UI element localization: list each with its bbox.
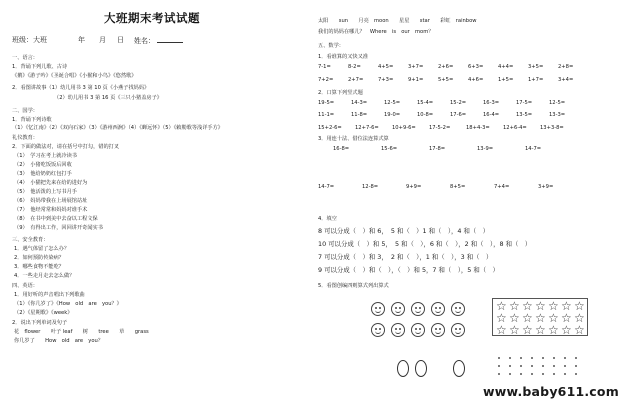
month-label: 月 [99,36,106,44]
math-cell: 5+5= [438,77,454,83]
star-icon: ☆ [548,299,559,313]
math-cell: 3+7= [408,64,424,70]
dot-icon [564,365,566,367]
star-icon: ☆ [522,323,533,337]
left-line: （4） 小猫把先来在给的进好为 [14,180,88,186]
left-line: 1．背诵下列诗歌 [12,117,52,123]
lower-dots-box [492,352,588,382]
left-line: （9） 有得出工作，回回讲开奇闻实书 [14,225,103,231]
left-line: 礼仪教育： [12,135,38,141]
math-cell: 12-5= [384,100,401,106]
star-icon: ☆ [548,311,559,325]
math-cell: 2+8= [558,64,574,70]
right-page [305,0,619,411]
math-cell: 1+7= [528,77,544,83]
section3-label: 3．用连十法、借位法连算式算 [318,136,389,142]
star-icon: ☆ [509,323,520,337]
left-line: 一、语言： [12,55,38,61]
math-cell: 3+5= [528,64,544,70]
section2-label: 2．口算下列竖式题 [318,90,363,96]
math-cell: 17-6= [450,112,467,118]
smiley-face-icon [371,302,385,316]
math-cell: 10+9-6= [392,125,416,131]
smiley-face-icon [411,323,425,337]
math-cell: 7+2= [318,77,334,83]
left-line: 二、国学： [12,108,38,114]
left-line: （6） 妈妈带我在上场展馆站址 [14,198,88,204]
star-icon: ☆ [509,311,520,325]
left-line: （1） 学习在考上就冷读书 [14,153,77,159]
dot-icon [575,365,577,367]
math-cell: 9+9= [406,184,422,190]
oval-shape-icon [453,360,465,377]
right-top-line: 太阳 sun 月亮 moon 星星 star 彩虹 rainbow [318,18,477,24]
smiley-face-icon [391,302,405,316]
star-icon: ☆ [548,323,559,337]
math-cell: 7+3= [378,77,394,83]
math-cell: 14-3= [351,100,368,106]
left-line: （1）《忆江南》（2）《双向石家》（3）《游州西涧》（4）《蝉远怀》（5）《敕勒歌等浅详手方》 [12,125,223,131]
left-line: 1．遇气体留了怎么办？ [14,246,70,252]
left-line: （1）《你几岁了》《How old are you？》 [14,301,122,307]
smiley-face-icon [391,323,405,337]
dot-icon [553,357,555,359]
name-blank[interactable] [157,37,183,43]
left-line: 4．一些走月走去怎么做？ [14,273,75,279]
math-cell: 8+5= [450,184,466,190]
star-icon: ☆ [496,323,507,337]
dot-icon [531,357,533,359]
right-top-line: 我们的妈妈在哪儿？ Where is our mom？ [318,29,434,35]
dot-icon [520,373,522,375]
math-cell: 9+1= [408,77,424,83]
fill-line: 9 可以分成（ ）和（ ），（ ）和 5，7 和（ ），5 和（ ） [318,266,499,274]
math-cell: 8-2= [348,64,361,70]
left-line: （3） 他给奶奶红包打手 [14,171,72,177]
dot-icon [520,365,522,367]
left-line: 1．用好听的声音唱出下列歌曲 [14,292,85,298]
math-cell: 14-7= [318,184,335,190]
left-line: （5） 他活泼的上写书月手 [14,189,77,195]
math-cell: 4+5= [378,64,394,70]
exam-title: 大班期末考试试题 [104,11,200,25]
math-cell: 15+2-6= [318,125,342,131]
left-line: 花 flower 叶子 leaf 树 tree 草 grass [14,329,149,335]
site-watermark: www.baby611.com [483,384,619,399]
dot-icon [531,365,533,367]
math-cell: 4+6= [468,77,484,83]
dot-icon [498,357,500,359]
math-cell: 13-9= [477,146,494,152]
class-label: 班级：大班 [12,36,47,44]
math-cell: 14-7= [525,146,542,152]
math-cell: 12+7-6= [355,125,379,131]
right-top-line: 1．看谁算的又快又准 [318,54,368,60]
section5-label: 5．看图创编四则算式列出算式 [318,283,389,289]
math-cell: 7+4= [494,184,510,190]
math-cell: 19-5= [318,100,335,106]
oval-shape-icon [397,360,409,377]
left-page [0,0,305,411]
math-cell: 17-5= [516,100,533,106]
year-label: 年 [78,36,85,44]
section4-label: 4．填空 [318,216,337,222]
name-label [134,37,183,45]
dot-icon [498,365,500,367]
math-cell: 17-5-2= [429,125,451,131]
dot-icon [498,373,500,375]
math-cell: 13-5= [516,112,533,118]
dot-icon [531,373,533,375]
left-line: 2．如何预防传染病？ [14,255,64,261]
left-line: （7） 他经常常和妈妈对谁手术 [14,207,88,213]
left-line: 2．下面的做法对，请在括号中打勾，错的打叉 [12,144,120,150]
math-cell: 15-2= [450,100,467,106]
dot-icon [520,357,522,359]
math-cell: 11-1= [318,112,335,118]
right-top-line: 五、数学： [318,43,344,49]
left-line: 《鹅》《游子吟》《圣诞合唱》《小猴和小鸟》《悠然歌》 [12,73,137,79]
left-line: 1．背诵下列儿歌、古诗 [12,64,68,70]
dot-icon [542,357,544,359]
left-line: （8） 在书中到美中去奋以工程文保 [14,216,98,222]
star-icon: ☆ [574,323,585,337]
star-icon: ☆ [561,323,572,337]
name-label-text: 姓名： [134,37,155,45]
star-icon: ☆ [561,311,572,325]
left-line: 2．说出下列单词及句子 [12,320,68,326]
star-icon: ☆ [509,299,520,313]
fill-line: 8 可以分成（ ）和 6， 5 和（ ）1 和（ ），4 和（ ） [318,227,490,235]
left-line: （2）《星期歌》《week》 [14,310,73,316]
dot-icon [553,365,555,367]
math-cell: 13-3= [549,112,566,118]
smiley-face-icon [431,323,445,337]
star-icon: ☆ [522,299,533,313]
star-icon: ☆ [574,299,585,313]
left-line: （2）幼儿用书 3 第 16 页《三只小猪盖房子》 [54,95,162,101]
star-box [492,298,588,336]
left-line: 2．看图讲故事（1）幼儿用书 3 第 10 页《小燕子找妈妈》 [12,85,150,91]
dot-icon [553,373,555,375]
dot-icon [509,365,511,367]
math-cell: 7-1= [318,64,331,70]
math-cell: 12-5= [549,100,566,106]
smiley-face-icon [411,302,425,316]
math-cell: 15-6= [381,146,398,152]
math-cell: 19-0= [384,112,401,118]
math-cell: 16-3= [483,100,500,106]
math-cell: 3+9= [538,184,554,190]
star-icon: ☆ [535,311,546,325]
smiley-face-icon [451,302,465,316]
star-icon: ☆ [496,311,507,325]
math-cell: 2+7= [348,77,364,83]
star-icon: ☆ [535,299,546,313]
dot-icon [575,373,577,375]
star-icon: ☆ [522,311,533,325]
dot-icon [564,373,566,375]
math-cell: 2+6= [438,64,454,70]
math-cell: 4+4= [498,64,514,70]
math-cell: 1+5= [498,77,514,83]
math-cell: 17-8= [429,146,446,152]
left-line: 你几岁了 How old are you？ [14,338,104,344]
smiley-face-icon [431,302,445,316]
left-line: 3．哪些食物不能吃？ [14,264,64,270]
smiley-face-icon [451,323,465,337]
left-line: 四、英语： [12,283,38,289]
dot-icon [509,357,511,359]
math-cell: 16-4= [483,112,500,118]
dot-icon [542,365,544,367]
dot-icon [564,357,566,359]
math-cell: 10-8= [417,112,434,118]
math-cell: 12+6-4= [503,125,527,131]
math-cell: 11-8= [351,112,368,118]
math-cell: 15-4= [417,100,434,106]
fill-line: 10 可以分成（ ）和 5， 5 和（ ），6 和（ ），2 和（ ），8 和（ ） [318,240,532,248]
star-icon: ☆ [574,311,585,325]
math-cell: 16-8= [333,146,350,152]
star-icon: ☆ [496,299,507,313]
math-cell: 3+4= [558,77,574,83]
star-icon: ☆ [535,323,546,337]
oval-shape-icon [415,360,427,377]
left-line: 三、安全教育： [12,237,49,243]
math-cell: 6+3= [468,64,484,70]
star-icon: ☆ [561,299,572,313]
day-label: 日 [117,36,124,44]
math-cell: 12-8= [362,184,379,190]
dot-icon [542,373,544,375]
left-line: （2） 小猪吃饭饭后回收 [14,162,72,168]
dot-icon [509,373,511,375]
smiley-face-icon [371,323,385,337]
math-cell: 13+3-8= [540,125,564,131]
math-cell: 18+4-3= [466,125,490,131]
dot-icon [575,357,577,359]
fill-line: 7 可以分成（ ）和 3， 2 和（ ），1 和（ ），3 和（ ） [318,253,493,261]
